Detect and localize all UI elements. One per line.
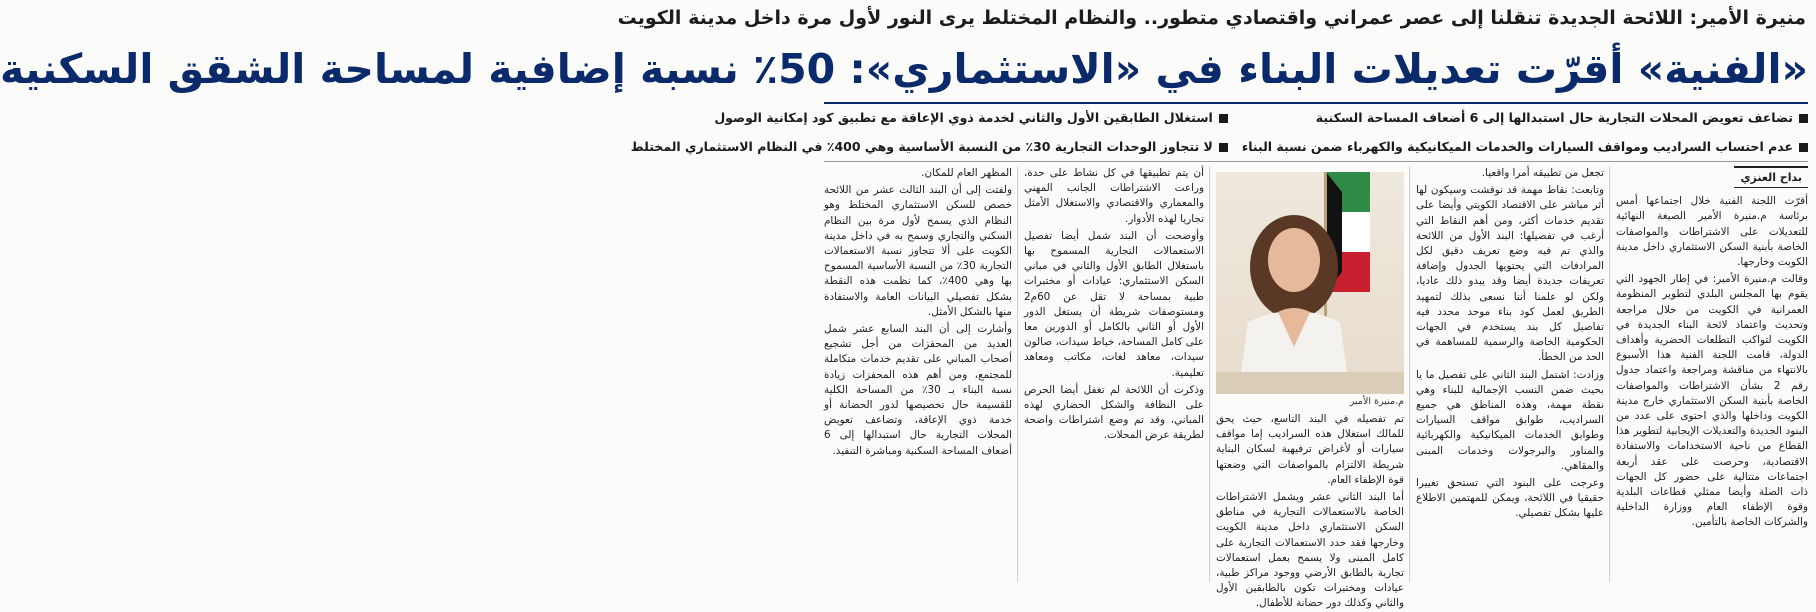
- paragraph: تجعل من تطبيقه أمرا واقعيا.: [1481, 167, 1604, 179]
- bullet-point: [1242, 106, 1808, 131]
- paragraph: أما البند الثاني عشر ويشمل الاشتراطات الخاصة بالاستعمالات التجارية في مناطق السكن الاستثماري داخل مدينة الكويت وخارجها فقد حدد الاستعمالات التجارية على كامل المبنى ولا يسمح بعمل استعمالات تجارية بالطابق الأرضي ووجود مراكز طبية، عيادات ومختبرات تكون بالطابقين الأول والثاني وكذلك دور حضانة للأطفال.: [1216, 491, 1404, 610]
- article-body: [824, 166, 1809, 610]
- article-column-4: [1024, 166, 1204, 582]
- square-bullet-icon: [1799, 143, 1808, 152]
- square-bullet-icon: [1219, 143, 1228, 152]
- portrait-illustration: [1216, 172, 1404, 394]
- paragraph: أن يتم تطبيقها في كل نشاط على حدة، وراعت الاشتراطات الجانب المهني والمعماري والاقتصادي والاستغلال الأمثل تجاريا لهذه الأدوار.: [1024, 167, 1204, 225]
- article-column-1: [1616, 166, 1808, 582]
- divider-bullets: [824, 161, 1808, 162]
- divider-top: [824, 102, 1808, 104]
- column-divider: [1409, 166, 1410, 582]
- paragraph: وزادت: اشتمل البند الثاني على تفصيل ما يا بحيث ضمن النسب الإجمالية للبناء وهي نقطة مهمة، وهذه المناطق هي جميع السراديب، طوابق مواقف السيارات وطوابق الخدمات الميكانيكية والكهربائية والمناور والبرجولات وخدمات المبنى والمقاهي.: [1416, 368, 1604, 472]
- kicker-headline: منيرة الأمير: اللائحة الجديدة تنقلنا إلى عصر عمراني واقتصادي متطور.. والنظام المختلط يرى النور لأول مرة داخل مدينة الكويت: [617, 7, 1806, 29]
- paragraph: وأشارت إلى أن البند السابع عشر شمل العديد من المحفزات من أجل تشجيع أصحاب المباني على تقديم خدمات متكاملة للمجتمع، ومن أهم هذه المحفزات زيادة نسبة البناء بـ 30٪ من المساحة الكلية للقسيمة حال تخصيصها لدور الحضانة أو خدمة ذوي الإعاقة، وتضاعف تعويض المحلات التجارية حال استبدالها إلى 6 أضعاف المساحة السكنية ومباشرة التنفيذ.: [824, 323, 1012, 457]
- article-column-5: [824, 166, 1012, 582]
- paragraph: وتابعت: نقاط مهمة قد نوقشت وسيكون لها أثر مباشر على الاقتصاد الكويتي وأيضا على تقديم خدمات أكثر، ومن أهم النقاط التي أرغب في تفصيلها: البند الأول من اللائحة والذي تم فيه وضع تعريف دقيق لكل المرادفات التي يحتويها الجدول وإضافة تعريفات جديدة أيضا وقد يبدو ذلك عاديا، ولكن لو علمنا أننا نسعى بذلك لتمهيد الطريق لعمل كود بناء موحد محدد فيه تفاصيل كل بند يستخدم في الجهات الحكومية الخاصة والرسمية للمساهمة في الحد من الخطأ.: [1416, 184, 1604, 364]
- article-column-3: [1216, 412, 1404, 610]
- column-divider: [1609, 166, 1610, 582]
- paragraph: وقالت م.منيرة الأمير: في إطار الجهود التي يقوم بها المجلس البلدي لتطوير المنظومة العمرانية في الكويت من خلال مراجعة وتحديث واعتماد لائحة البناء الجديدة في الكويت لتواكب التطلعات الحضرية وأهداف الدولة، قامت اللجنة الفنية هذا الأسبوع بالانتهاء من مناقشة ومراجعة واعتماد جدول رقم 2 بشأن الاشتراطات والمواصفات الخاصة بأبنية السكن الاستثماري خارج مدينة الكويت وداخلها والذي احتوى على عدد من البنود الجديدة والتعديلات الإيجابية لتطوير هذا القطاع من ناحية الاستخدامات والاستفادة الاقتصادية، وحرصت على عقد أربعة اجتماعات متتالية على حضور كل الجهات ذات الصلة وأيضا ممثلي قطاعات البلدية وقوة الإطفاء العام ووزارة الداخلية والشركات الخاصة بالتأمين.: [1616, 273, 1809, 529]
- bullet-text: تضاعف تعويض المحلات التجارية حال استبدالها إلى 6 أضعاف المساحة السكنية: [1315, 110, 1793, 125]
- bullet-point: [631, 106, 1228, 131]
- paragraph: أقرّت اللجنة الفنية خلال اجتماعها أمس برئاسة م.منيرة الأمير الصيغة النهائية للتعديلات على الاشتراطات والمواصفات الخاصة بأبنية السكن الاستثماري داخل مدينة الكويت وخارجها.: [1616, 195, 1808, 269]
- key-points: [630, 106, 1808, 160]
- square-bullet-icon: [1219, 114, 1228, 123]
- bullet-point: [1242, 135, 1808, 160]
- bullet-text: لا تتجاوز الوحدات التجارية 30٪ من النسبة الأساسية وهي 400٪ في النظام الاستثماري المختلط: [630, 139, 1213, 154]
- square-bullet-icon: [1799, 114, 1808, 123]
- paragraph: ولفتت إلى أن البند الثالث عشر من اللائحة خصص للسكن الاستثماري المختلط وهو النظام الذي يسمح لأول مرة بين النظام السكني والتجاري وسمح به في داخل مدينة الكويت على ألا تتجاوز نسبة الاستعمالات التجارية 30٪ من النسبة الأساسية المسموح بها وهي 400٪، كما نظمت هذه النقطة بشكل تفصيلي البيانات العامة والاستفادة منها بالشكل الأمثل.: [824, 184, 1012, 318]
- paragraph: وذكرت أن اللائحة لم تغفل أيضا الحرص على النظافة والشكل الحضاري لهذه المباني، وقد تم وضع اشتراطات واضحة لطريقة عرض المحلات.: [1024, 383, 1204, 442]
- column-divider: [1209, 166, 1210, 582]
- article-column-2: [1416, 166, 1604, 582]
- photo-caption: م.منيرة الأمير: [1349, 396, 1404, 407]
- byline: بداح العنزي: [1734, 166, 1808, 188]
- bullet-text: استغلال الطابقين الأول والثاني لخدمة ذوي الإعاقة مع تطبيق كود إمكانية الوصول: [714, 110, 1213, 125]
- paragraph: وعرجت على البنود التي تستحق تغييرا حقيقيا في اللائحة، ويمكن للمهتمين الاطلاع عليها بشكل تفصيلي.: [1416, 477, 1604, 520]
- main-headline: «الفنية» أقرّت تعديلات البناء في «الاستثماري»: 50٪ نسبة إضافية لمساحة الشقق السكنية: [0, 45, 1808, 93]
- column-divider: [1017, 166, 1018, 582]
- paragraph: المظهر العام للمكان.: [921, 167, 1012, 179]
- article-photo: [1216, 172, 1404, 394]
- paragraph: تم تفصيله في البند التاسع، حيث يحق للمالك استغلال هذه السراديب إما مواقف سيارات أو لأغراض ترفيهية لسكان البناية شريطة الالتزام بالمواصفات التي وضعتها قوة الإطفاء العام.: [1216, 413, 1404, 486]
- bullet-text: عدم احتساب السراديب ومواقف السيارات والخدمات الميكانيكية والكهرباء ضمن نسبة البناء: [1241, 139, 1793, 154]
- paragraph: وأوضحت أن البند شمل أيضا تفصيل الاستعمالات التجارية المسموح بها باستغلال الطابق الأول والثاني في مباني السكن الاستثماري: عيادات أو مختبرات طبية بمساحة لا تقل عن 60م2 ومستوصفات شريطة أن يستغل الدور الأول أو الثاني بالكامل أو الدورين معا على كامل المساحة، خياط سيدات، صالون سيدات، معاهد لغات، مكاتب ومعاهد تعليمية.: [1023, 229, 1204, 379]
- bullet-point: [631, 135, 1228, 160]
